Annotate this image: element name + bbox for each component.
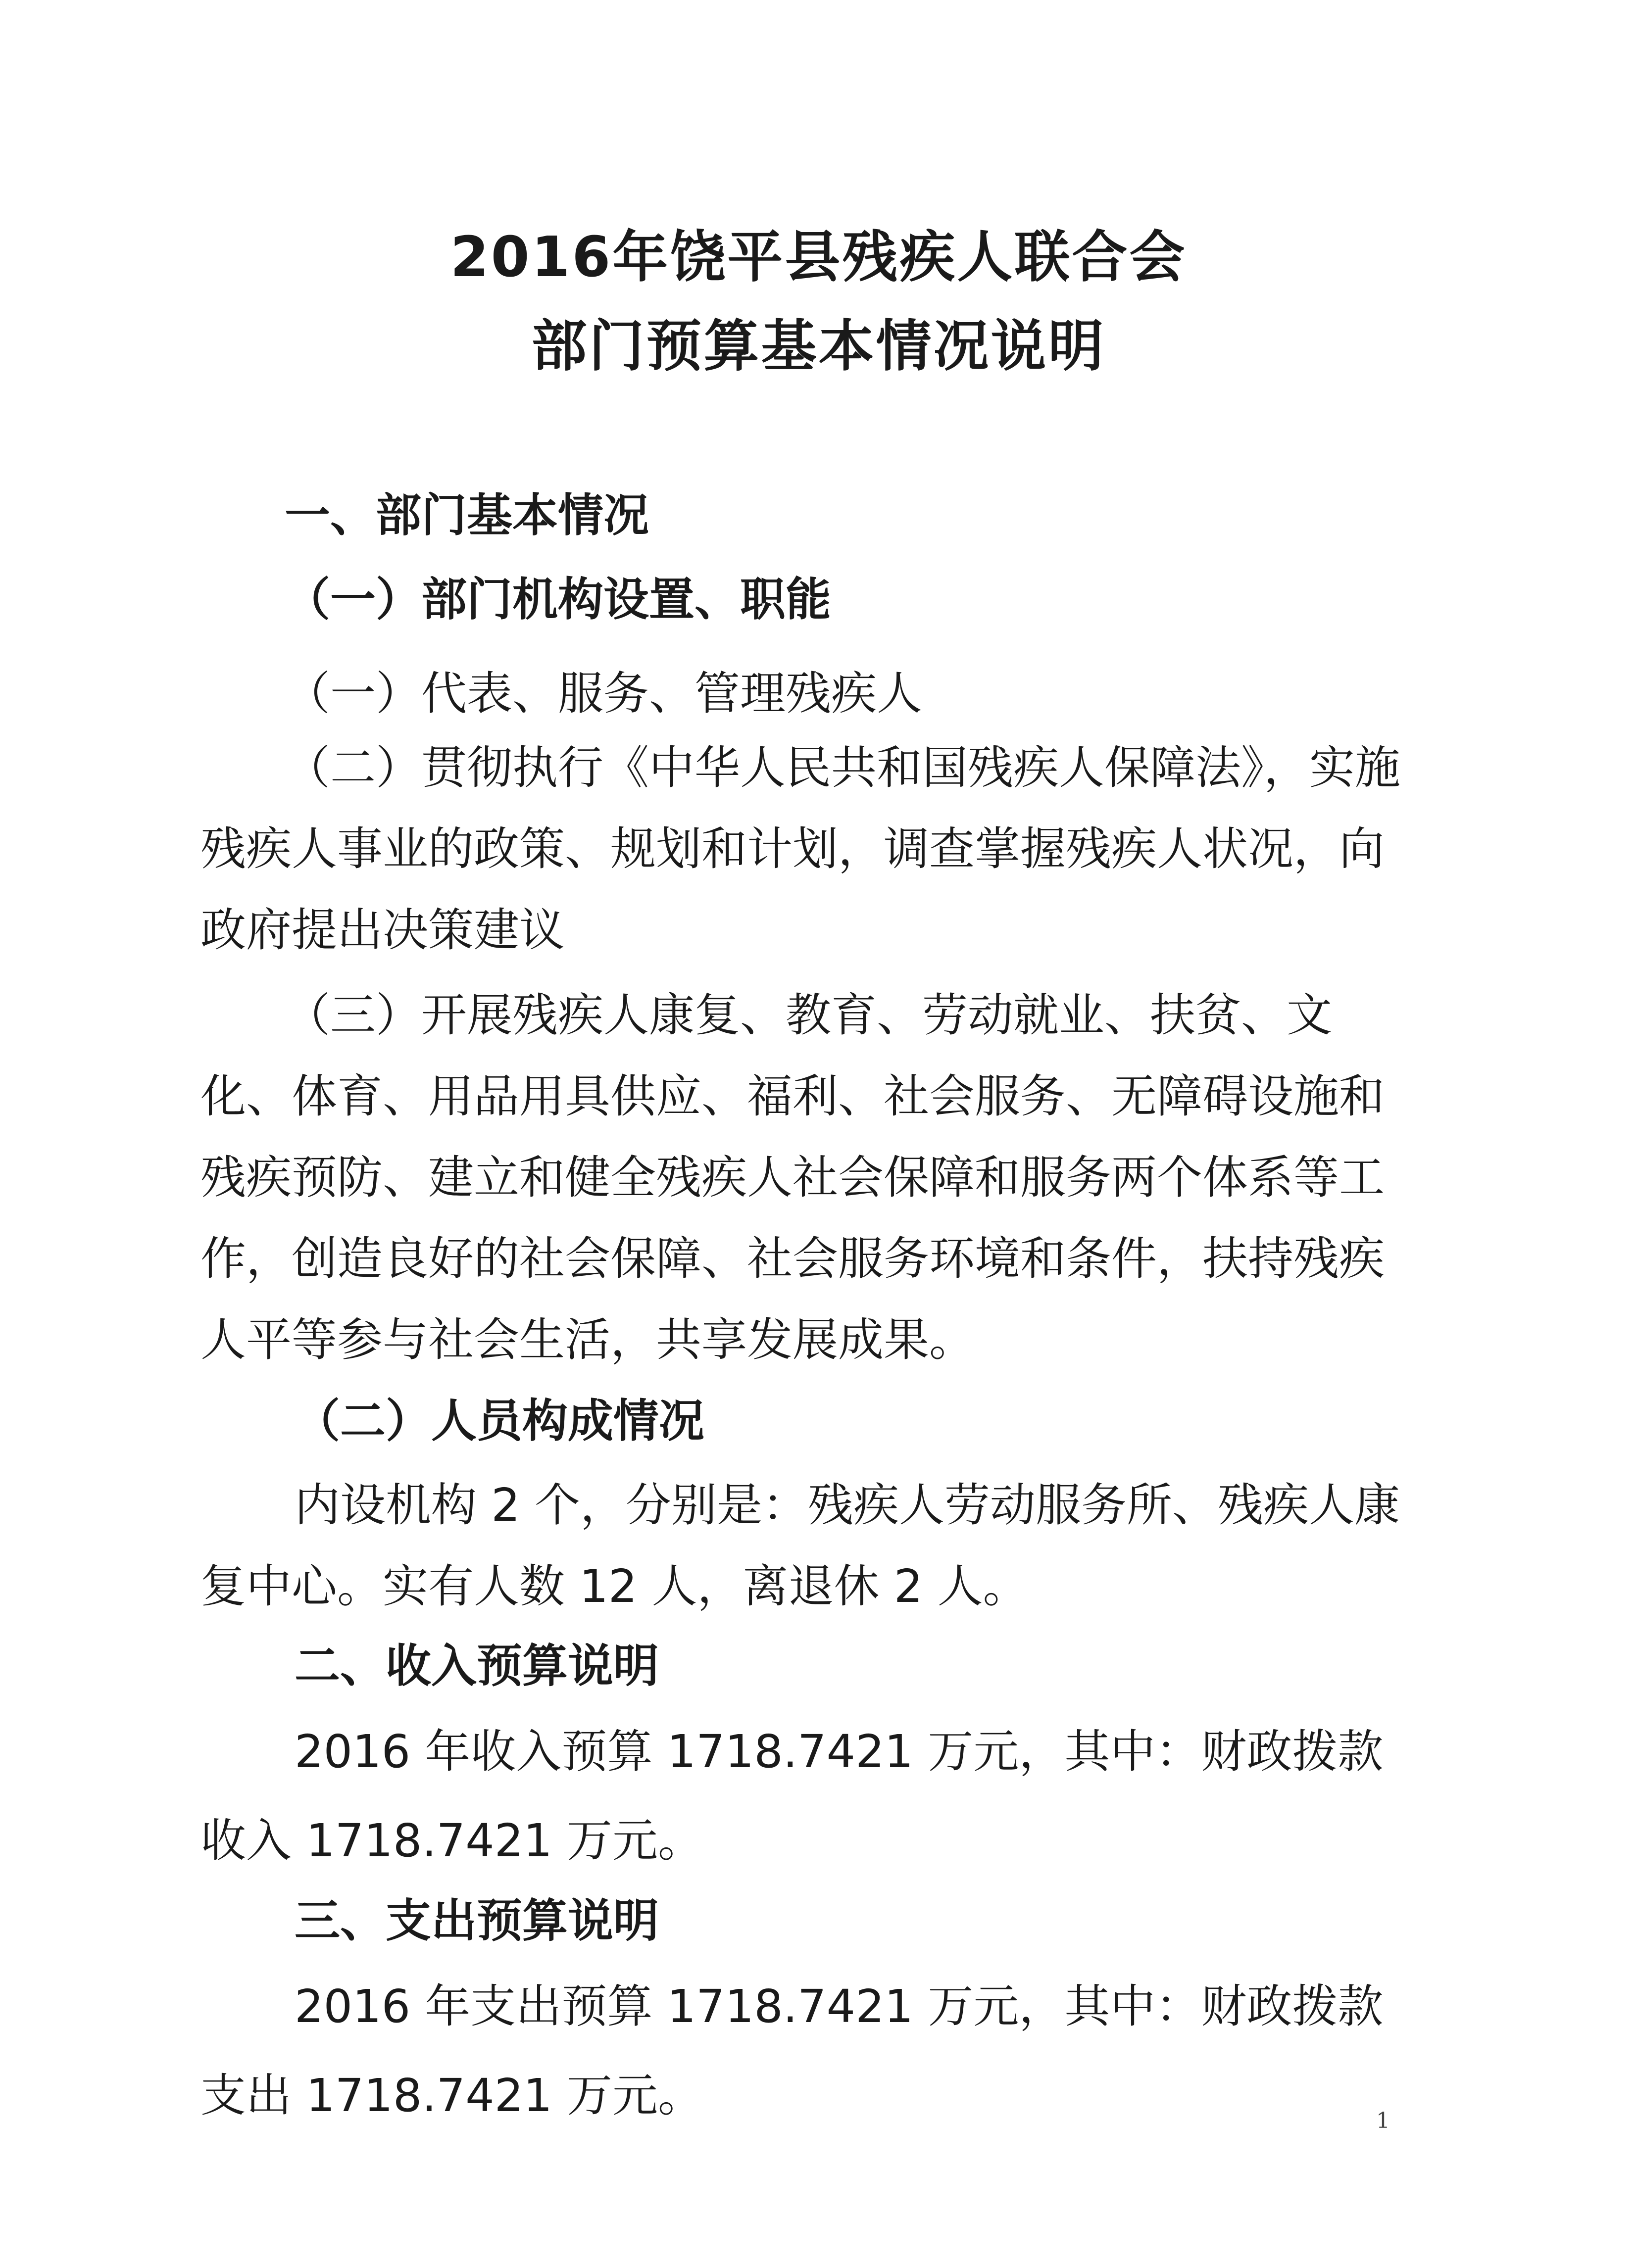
section-1-sub-1-block — [200, 559, 1403, 640]
section-3-heading: 三、支出预算说明 — [295, 1894, 659, 1947]
section-1-heading: 一、部门基本情况 — [285, 489, 649, 542]
staff-composition-block — [200, 1465, 1403, 1627]
section-1-sub-1-heading: （一）部门机构设置、职能 — [285, 573, 832, 626]
document-title-line-2: 部门预算基本情况说明 — [531, 314, 1106, 379]
section-2-heading: 二、收入预算说明 — [295, 1640, 659, 1692]
function-item-2-block — [200, 727, 1403, 971]
staff-composition-text: 内设机构 2 个，分别是：残疾人劳动服务所、残疾人康复中心。实有人数 12 人，离退休 2 人。 — [200, 1479, 1400, 1613]
function-item-1-block — [200, 653, 1403, 734]
section-1-sub-2-block — [200, 1381, 1403, 1462]
function-item-3-block — [200, 975, 1403, 1381]
section-1-block — [200, 475, 1403, 556]
function-item-1: （一）代表、服务、管理残疾人 — [285, 667, 923, 720]
section-2-block — [200, 1626, 1403, 1707]
expenditure-budget-text: 2016 年支出预算 1718.7421 万元，其中：财政拨款支出 1718.7421 万元。 — [200, 1980, 1384, 2122]
function-item-2: （二）贯彻执行《中华人民共和国残疾人保障法》，实施残疾人事业的政策、规划和计划，调查掌握残疾人状况，向政府提出决策建议 — [200, 741, 1401, 957]
section-3-block — [200, 1881, 1403, 1962]
page-number: 1 — [1376, 2108, 1390, 2133]
income-budget-text: 2016 年收入预算 1718.7421 万元，其中：财政拨款收入 1718.7421 万元。 — [200, 1725, 1384, 1867]
income-budget-block — [200, 1707, 1403, 1885]
document-title-line-1: 2016年饶平县残疾人联合会 — [450, 225, 1187, 290]
section-1-sub-2-heading: （二）人员构成情况 — [295, 1395, 705, 1448]
function-item-3: （三）开展残疾人康复、教育、劳动就业、扶贫、文化、体育、用品用具供应、福利、社会服务、无障碍设施和残疾预防、建立和健全残疾人社会保障和服务两个体系等工作，创造良好的社会保障、社会服务环境和条件，扶持残疾人平等参与社会生活，共享发展成果。 — [200, 989, 1385, 1366]
expenditure-budget-block — [200, 1962, 1403, 2140]
